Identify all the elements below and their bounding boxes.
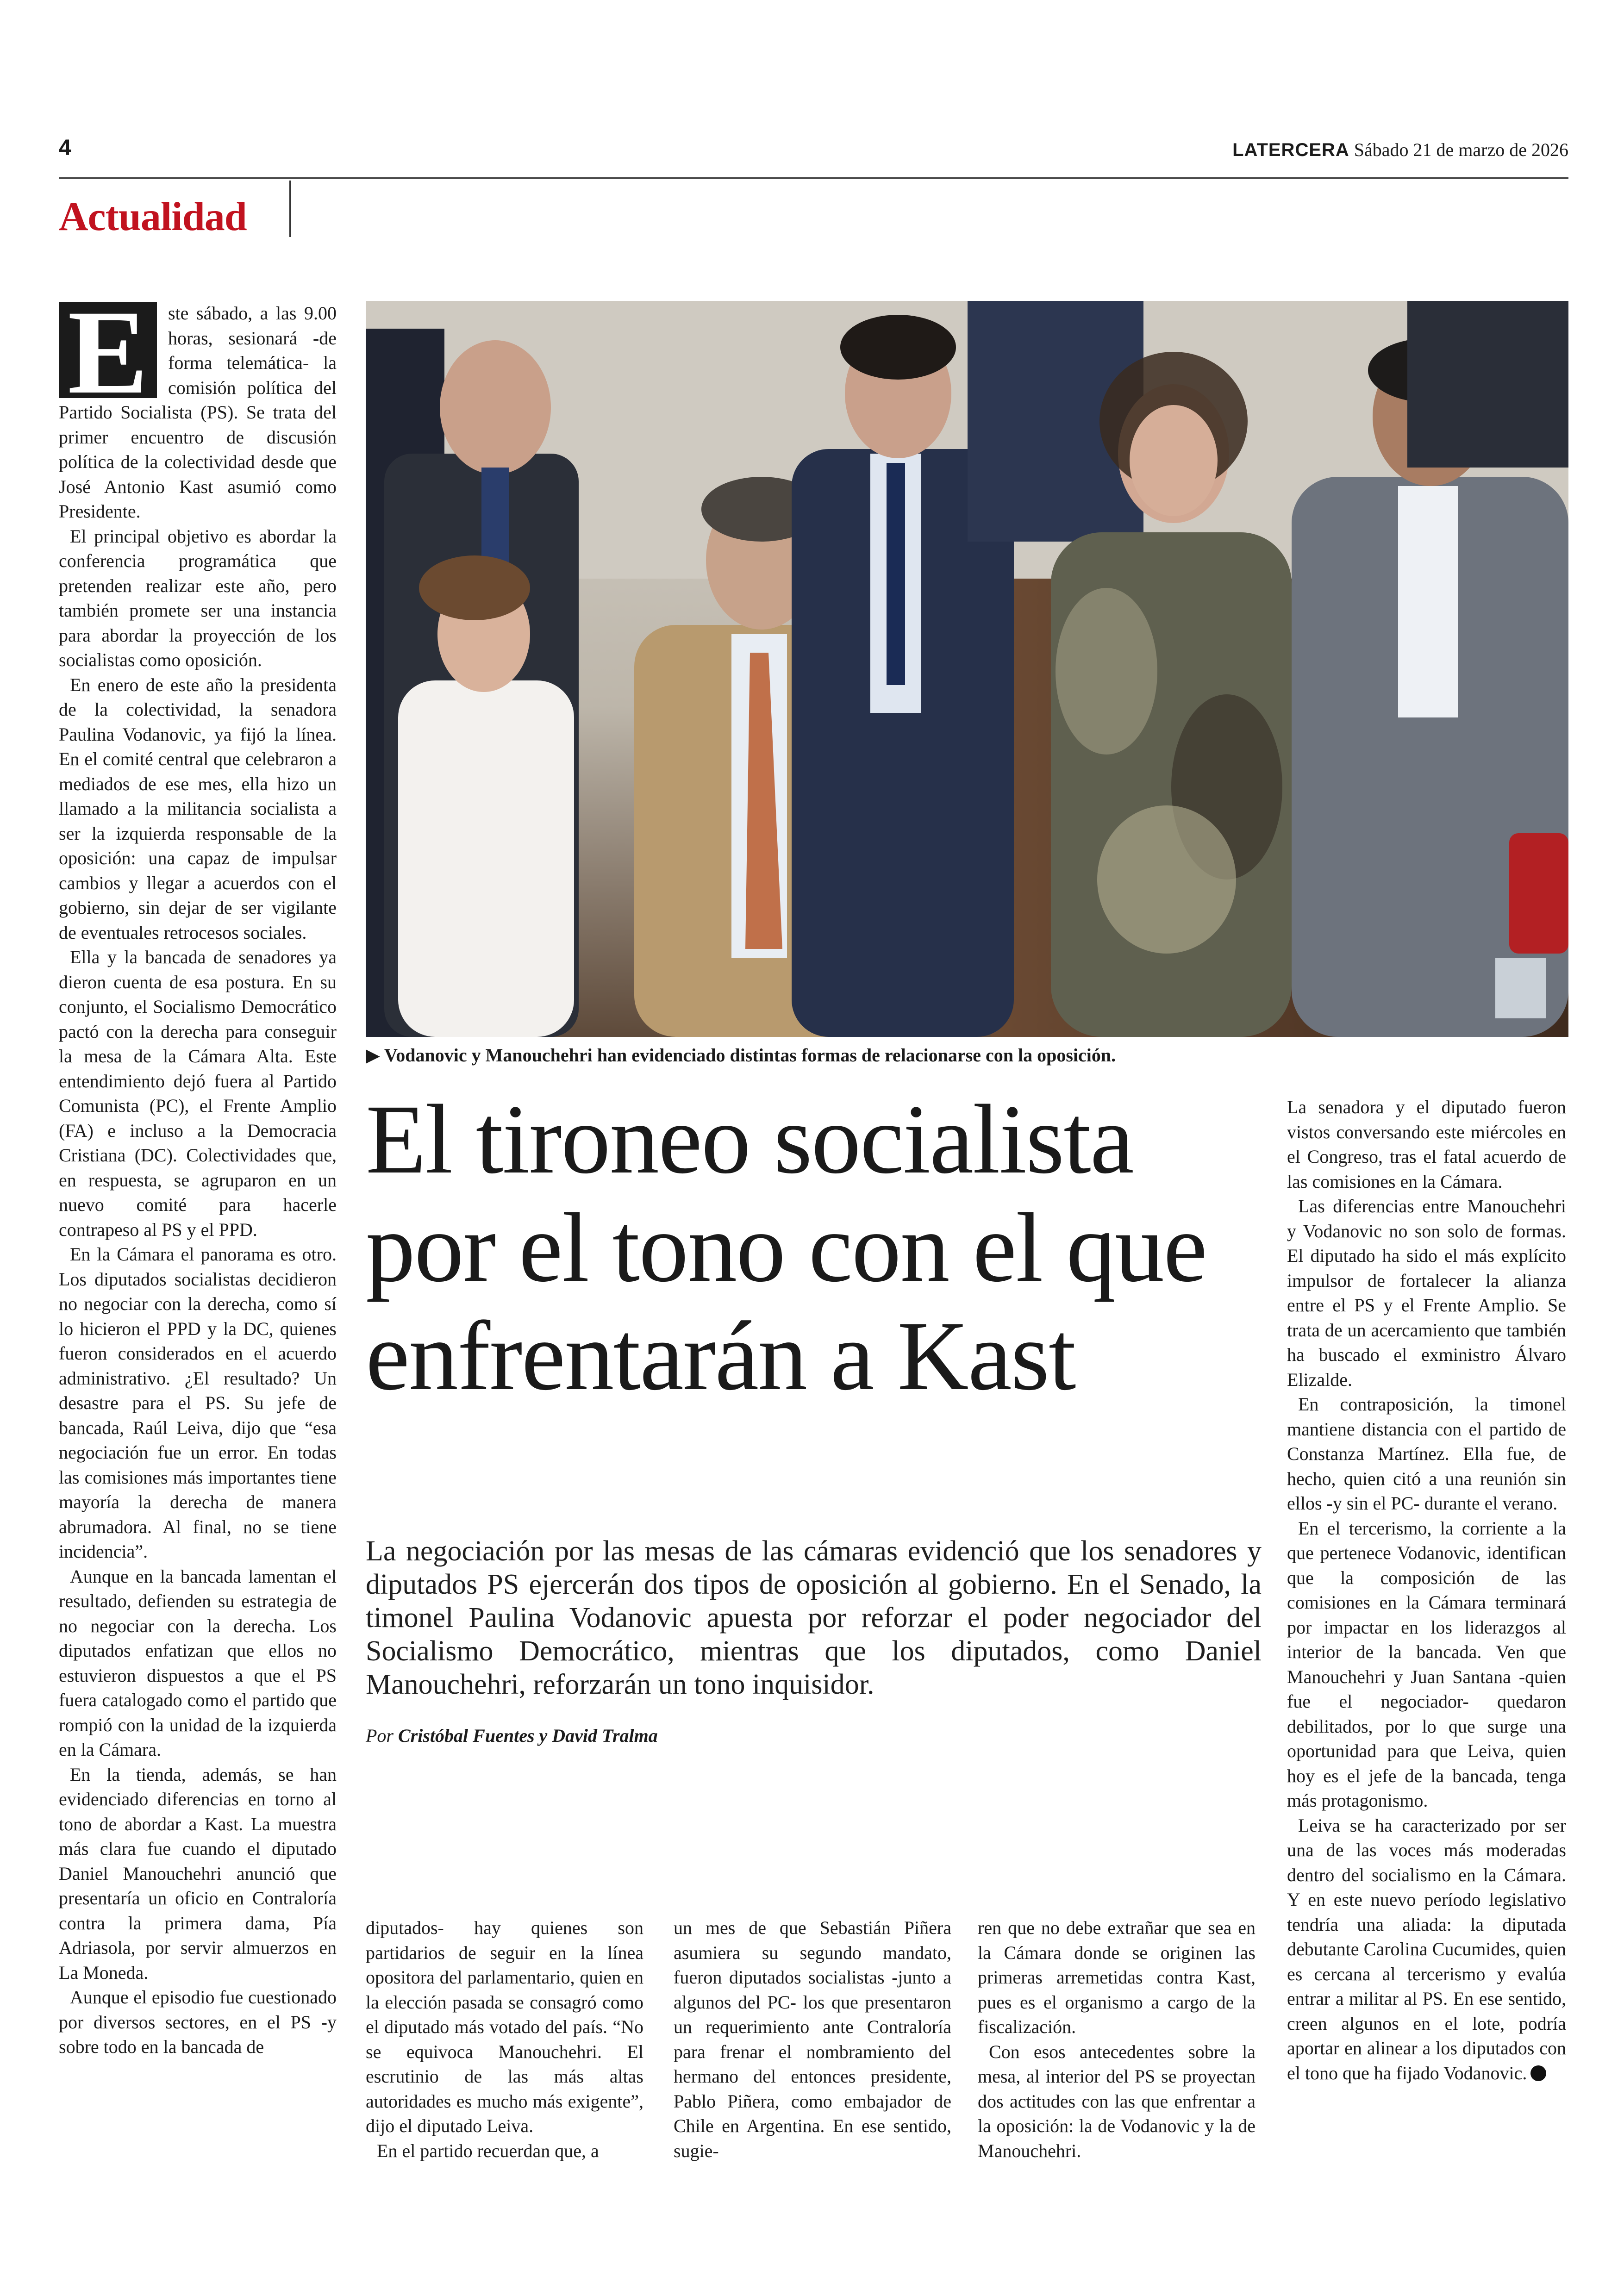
paragraph <box>1287 1813 1566 2086</box>
section-title: Actualidad <box>59 194 247 239</box>
newspaper-brand: LATERCERA <box>1232 140 1349 160</box>
article-photo <box>366 301 1568 1037</box>
paragraph: En enero de este año la presidenta de la colectividad, la senadora Paulina Vodanovic, ya fijó la línea. En el comité central que celebraron a mediados de ese mes, ella hizo un llamado a la militancia socialista a ser la izquierda responsable de la oposición: una capaz de impulsar cambios y llegar a acuerdos con el gobierno, sin dejar de ser vigilante de eventuales retrocesos sociales. <box>59 674 337 943</box>
article-column-1 <box>59 286 337 2059</box>
byline <box>366 1725 658 1746</box>
paragraph: En la Cámara el panorama es otro. Los diputados socialistas decidieron no negociar con la derecha, como sí lo hicieron el PPD y la DC, quienes fueron considerados en el acuerdo administrativo. ¿El resultado? Un desastre para el PS. Su jefe de bancada, Raúl Leiva, dijo que “esa negociación fue un error. En todas las comisiones más importantes tiene mayoría la derecha de manera abrumadora. Al final, no se tiene incidencia”. <box>59 1244 337 1562</box>
paragraph: En el partido recuerdan que, a <box>377 2140 599 2161</box>
paragraph: Con esos antecedentes sobre la mesa, al interior del PS se proyectan dos actitudes con las que enfrentar a la oposición: la de Vodanovic y la de Manouchehri. <box>978 2041 1255 2161</box>
article-column-4 <box>978 1915 1255 2163</box>
final-paragraph-text: Leiva se ha caracterizado por ser una de las voces más moderadas dentro del socialismo en la Cámara. Y en este nuevo período legislativo tendría una aliada: la diputada debutante Carolina Cucumides, quien es cercana al tercerismo y evalúa entrar a militar al PS. En ese sentido, creen algunos en el lote, podría aportar en alinear a los diputados con el tono que ha fijado Vodanovic. <box>1287 1815 1566 2083</box>
article-column-3 <box>674 1915 951 2163</box>
paragraph: En el tercerismo, la corriente a la que pertenece Vodanovic, identifican que la composición de las comisiones en la Cámara terminará por impactar en los liderazgos al interior de la bancada. Ven que Manouchehri y Juan Santana -quien fue el negociador- quedaron debilitados, por lo que surge una oportunidad para que Leiva, quien hoy es el jefe de la bancada, tenga más protagonismo. <box>1287 1517 1566 1811</box>
article-deck: La negociación por las mesas de las cámaras evidenció que los senadores y diputados PS ejercerán dos tipos de oposición al gobierno. En el Senado, la timonel Paulina Vodanovic apuesta por reforzar el poder negociador del Socialismo Democrático, mientras que los diputados, como Daniel Manouchehri, reforzarán un tono inquisidor. <box>366 1535 1262 1700</box>
paragraph: ste sábado, a las 9.00 horas, sesionará -de forma telemática- la comisión política del Partido Socialista (PS). Se trata del primer encuentro de discusión política de la colectividad desde que José Antonio Kast asumió como Presidente. <box>59 303 337 522</box>
byline-authors: Cristóbal Fuentes y David Tralma <box>398 1725 658 1746</box>
masthead <box>1232 139 1568 161</box>
paragraph: Ella y la bancada de senadores ya dieron cuenta de esa postura. En su conjunto, el Socialismo Democrático pactó con la derecha para conseguir la mesa de la Cámara Alta. Este entendimiento dejó fuera al Partido Comunista (PC), el Frente Amplio (FA) e incluso a la Democracia Cristiana (DC). Colectividades que, en respuesta, se agruparon en un nuevo comité para hacerle contrapeso al PS y el PPD. <box>59 947 337 1240</box>
photo-caption: ▶ Vodanovic y Manouchehri han evidenciado distintas formas de relacionarse con la oposición. <box>366 1045 1116 1066</box>
section-divider <box>289 181 291 237</box>
header-rule <box>59 177 1568 179</box>
paragraph: Aunque el episodio fue cuestionado por diversos sectores, en el PS -y sobre todo en la bancada de <box>59 1987 337 2057</box>
article-column-5 <box>1287 1095 1566 2085</box>
paragraph: En contraposición, la timonel mantiene distancia con el partido de Constanza Martínez. Ella fue, de hecho, quien citó a una reunión sin ellos -y sin el PC- durante el verano. <box>1287 1394 1566 1514</box>
paragraph: En la tienda, además, se han evidenciado diferencias en torno al tono de abordar a Kast. La muestra más clara fue cuando el diputado Daniel Manouchehri anunció que presentaría un oficio en Contraloría contra la primera dama, Pía Adriasola, por servir almuerzos en La Moneda. <box>59 1764 337 1983</box>
article-headline: El tironeo socialista por el tono con el que enfrentarán a Kast <box>366 1085 1207 1411</box>
drop-cap: E <box>59 302 157 398</box>
paragraph: ren que no debe extrañar que sea en la Cámara donde se originen las primeras arremetidas contra Kast, pues es el organismo a cargo de la fiscalización. <box>978 1917 1255 2037</box>
paragraph: El principal objetivo es abordar la conferencia programática que pretenden realizar este año, pero también promete ser una instancia para abordar la proyección de los socialistas como oposición. <box>59 525 337 670</box>
issue-date: Sábado 21 de marzo de 2026 <box>1354 139 1568 160</box>
paragraph: Aunque en la bancada lamentan el resultado, defienden su estrategia de no negociar con la derecha. Los diputados enfatizan que ellos no estuvieron dispuestos a que el PS fuera catalogado como el partido que rompió con la unidad de la izquierda en la Cámara. <box>59 1565 337 1760</box>
article-column-2 <box>366 1915 643 2163</box>
page-number: 4 <box>59 136 71 160</box>
paragraph: un mes de que Sebastián Piñera asumiera su segundo mandato, fueron diputados socialistas -junto a algunos del PC- los que presentaron un requerimiento ante Contraloría para frenar el nombramiento del hermano del entonces presidente, Pablo Piñera, como embajador de Chile en Argentina. En ese sentido, sugie- <box>674 1917 951 2161</box>
byline-prefix: Por <box>366 1725 394 1746</box>
paragraph: diputados- hay quienes son partidarios de seguir en la línea opositora del parlamentario, quien en la elección pasada se consagró como el diputado más votado del país. “No se equivoca Manouchehri. El escrutinio de las más altas autoridades es mucho más exigente”, dijo el diputado Leiva. <box>366 1917 643 2136</box>
end-mark-icon <box>1530 2065 1546 2081</box>
paragraph: Las diferencias entre Manouchehri y Vodanovic no son solo de formas. El diputado ha sido el más explícito impulsor de fortalecer la alianza entre el PS y el Frente Amplio. Se trata de un acercamiento que también ha buscado el exministro Álvaro Elizalde. <box>1287 1196 1566 1390</box>
paragraph: La senadora y el diputado fueron vistos conversando este miércoles en el Congreso, tras el fatal acuerdo de las comisiones en la Cámara. <box>1287 1097 1566 1192</box>
